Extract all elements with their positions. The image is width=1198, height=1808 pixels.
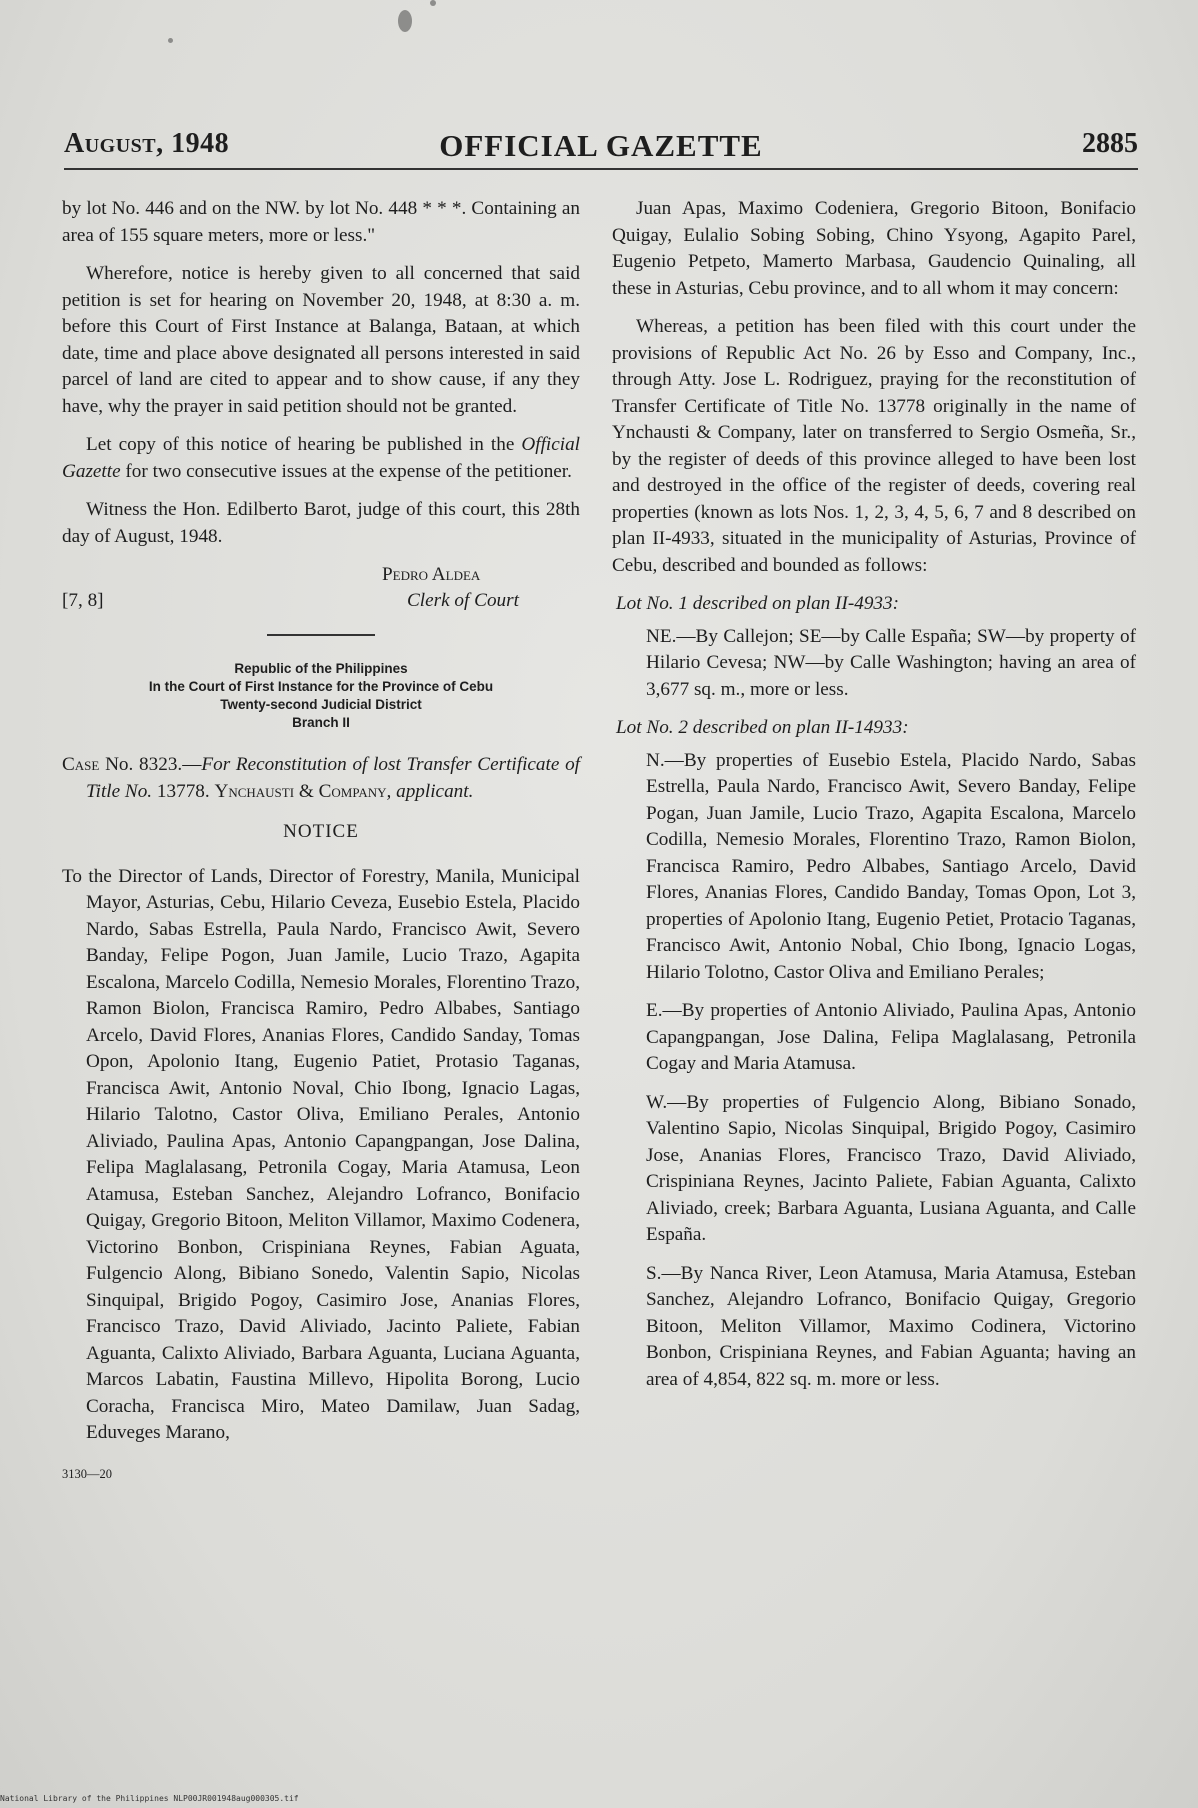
publication-paragraph: Let copy of this notice of hearing be published in the Official Gazette for two consecutive issues at the expense of the petitioner. [62, 434, 580, 482]
whereas-paragraph: Whereas, a petition has been filed with this court under the provisions of Republic Act No. 26 by Esso and Company, Inc., through Atty. Jose L. Rodriguez, praying for the reconstitution of Transfer Certificate of Title No. 13778 originally in the name of Ynchausti & Company, later on transferred to Sergio Osmeña, Sr., by the register of deeds of this province alleged to have been lost and destroyed in the office of the register of deeds, covering real properties (known as lots Nos. 1, 2, 3, 4, 5, 6, 7 and 8 described on plan II-4933, situated in the municipality of Asturias, Province of Cebu, described and bounded as follows: [612, 316, 1136, 576]
lot2-west-boundary: W.—By properties of Fulgencio Along, Bibiano Sonado, Valentino Sapio, Nicolas Sinquipal, Brigido Pogoy, Casimiro Jose, Ananias Flores, Francisco Trazo, David Aliviado, Crispiniana Reynes, Jacinto Paliete, Fabian Aguanta, Calixto Aliviado, creek; Barbara Aguanta, Lusiana Aguanta, and Calle España. [646, 1091, 1136, 1245]
case-caption: Case No. 8323.—For Reconstitution of lost Transfer Certificate of Title No. 13778. Ynchausti & Company, applicant. [62, 754, 581, 802]
page-header [64, 128, 1138, 170]
continuation-paragraph: by lot No. 446 and on the NW. by lot No. 448 * * *. Containing an area of 155 square meters, more or less." [62, 198, 580, 246]
right-column [612, 196, 1136, 1405]
print-code: 3130—20 [62, 1466, 112, 1481]
scan-smudge [430, 0, 436, 6]
signature-block [62, 562, 580, 618]
issue-date: August, 1948 [64, 128, 230, 159]
notice-heading: NOTICE [283, 821, 359, 842]
scan-smudge [168, 38, 173, 43]
court-heading: Republic of the Philippines In the Court of First Instance for the Province of Cebu Twenty-second Judicial District Branch II [148, 661, 494, 730]
addressee-list-continued: Juan Apas, Maximo Codeniera, Gregorio Bitoon, Bonifacio Quigay, Eulalio Sobing Sobing, Chino Ysyong, Agapito Parel, Eugenio Petpeto, Mamerto Marbasa, Gaudencio Quinaling, all these in Asturias, Cebu province, and to all whom it may concern: [612, 198, 1136, 299]
witness-paragraph: Witness the Hon. Edilberto Barot, judge of this court, this 28th day of August, 1948. [62, 499, 580, 547]
page-number: 2885 [1082, 128, 1138, 159]
lot2-heading: Lot No. 2 described on plan II-14933: [616, 717, 909, 738]
lot1-heading: Lot No. 1 described on plan II-4933: [616, 593, 899, 614]
lot2-south-boundary: S.—By Nanca River, Leon Atamusa, Maria Atamusa, Esteban Sanchez, Alejandro Lofranco, Bonifacio Quigay, Gregorio Bitoon, Meliton Villamor, Maximo Codinera, Victorino Bonbon, Crispiniana Reynes, and Fabian Aguanta; having an area of 4,854, 822 sq. m. more or less. [646, 1262, 1136, 1390]
publication-title: OFFICIAL GAZETTE [439, 128, 763, 163]
lot1-boundaries: NE.—By Callejon; SE—by Calle España; SW—by property of Hilario Cevesa; NW—by Calle Washington; having an area of 3,677 sq. m., more or less. [646, 625, 1136, 700]
addressee-list: To the Director of Lands, Director of Forestry, Manila, Municipal Mayor, Asturias, Cebu, Hilario Ceveza, Eusebio Estela, Placido Nardo, Sabas Estrella, Paula Nardo, Francisco Awit, Severo Banday, Felipe Pogon, Juan Jamile, Lucio Trazo, Agapita Escalona, Marcelo Codilla, Nemesio Morales, Florentino Trazo, Ramon Biolon, Francisca Ramiro, Pedro Albabes, Santiago Arcelo, David Flores, Ananias Flores, Candido Sanday, Tomas Opon, Apolonio Itang, Eugenio Patiet, Protasio Taganas, Francisca Awit, Antonio Noval, Chio Ibong, Ignacio Lagas, Hilario Talotno, Castor Oliva, Emiliano Perales, Antonio Aliviado, Paulina Apas, Antonio Capangpangan, Jose Dalina, Felipa Maglalasang, Petronila Cogay, Maria Atamusa, Leon Atamusa, Esteban Sanchez, Alejandro Lofranco, Bonifacio Quigay, Gregorio Bitoon, Meliton Villamor, Maximo Codenera, Victorino Bonbon, Crispiniana Reynes, Fabian Aguata, Fulgencio Along, Bibiano Sonedo, Valentin Sapio, Nicolas Sinquipal, Brigido Pogoy, Casimiro Jose, Ananias Flores, Francisco Trazo, David Aliviado, Jacinto Paliete, Fabian Aguanta, Calixto Aliviado, Barbara Aguanta, Luciana Aguanta, Marcos Labatin, Faustina Millevo, Hipolita Borong, Lucio Coracha, Francisca Miro, Mateo Damilaw, Juan Sadag, Eduveges Marano, [62, 865, 580, 1443]
scan-smudge [398, 10, 412, 32]
signer-name: Pedro Aldea [382, 564, 481, 585]
wherefore-paragraph: Wherefore, notice is hereby given to all concerned that said petition is set for hearing on November 20, 1948, at 8:30 a. m. before this Court of First Instance at Balanga, Bataan, at which date, time and place above designated all persons interested in said parcel of land are cited to appear and to show cause, if any they have, why the prayer in said petition should not be granted. [62, 263, 580, 417]
lot2-east-boundary: E.—By properties of Antonio Aliviado, Paulina Apas, Antonio Capangpangan, Jose Dalina, Felipa Maglalasang, Petronila Cogay and Maria Atamusa. [646, 1000, 1136, 1074]
issue-reference: [7, 8] [62, 590, 104, 611]
gazette-name: Official Gazette [62, 434, 580, 482]
scan-footer: National Library of the Philippines NLP00JR001948aug000305.tif [0, 1794, 299, 1803]
section-divider [267, 634, 375, 636]
lot2-north-boundary: N.—By properties of Eusebio Estela, Placido Nardo, Sabas Estrella, Paula Nardo, Francisco Awit, Severo Banday, Felipe Pogan, Juan Jamile, Lucio Trazo, Agapita Escalona, Marcelo Codilla, Nemesio Morales, Florentino Trazo, Ramon Biolon, Francisca Ramiro, Pedro Albabes, Santiago Arcelo, David Flores, Ananias Flores, Candido Banday, Tomas Opon, Lot 3, properties of Apolonio Itang, Eugenio Petiet, Protacio Taganas, Francisco Awit, Antonio Nobal, Chio Ibong, Ignacio Logas, Hilario Tolotno, Castor Oliva and Emiliano Perales; [646, 749, 1136, 983]
signer-title: Clerk of Court [407, 590, 519, 611]
left-column [62, 196, 580, 1487]
